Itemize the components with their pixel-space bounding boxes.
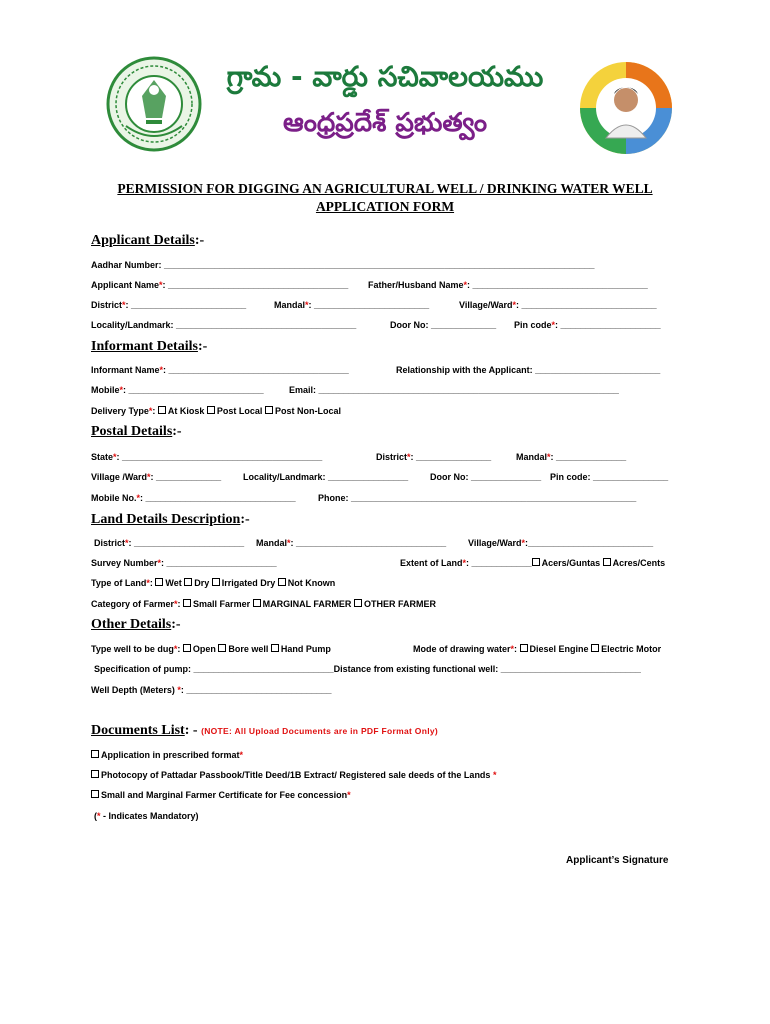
delivery-type-field: Delivery Type*: At Kiosk Post Local Post Non-Local	[91, 406, 341, 416]
postal-phone-field[interactable]: Phone: _________________________________________________________	[318, 493, 637, 503]
land-details-heading: Land Details Description:-	[91, 512, 250, 527]
doc-farmer-certificate-checkbox[interactable]: Small and Marginal Farmer Certificate for Fee concession*	[91, 789, 351, 801]
applicant-details-heading: Applicant Details:-	[91, 233, 205, 248]
ap-government-emblem	[106, 56, 202, 152]
extent-of-land-field: Extent of Land*: ____________ Acers/Guntas Acres/Cents	[400, 558, 666, 568]
small-farmer-checkbox[interactable]: Small Farmer	[183, 599, 250, 609]
applicant-door-field[interactable]: Door No: _____________	[390, 320, 497, 330]
applicant-district-field[interactable]: District*: _______________________	[91, 300, 247, 310]
postal-mandal-field[interactable]: Mandal*: ______________	[516, 452, 627, 462]
informant-details-heading: Informant Details:-	[91, 339, 208, 354]
pump-specification-field[interactable]: Specification of pump: ____________________________Distance from existing functional well: ____________________________	[94, 664, 641, 674]
informant-email-field[interactable]: Email: ____________________________________________________________	[289, 385, 619, 395]
diesel-engine-checkbox[interactable]: Diesel Engine	[520, 644, 589, 654]
postal-state-field[interactable]: State*: ________________________________________	[91, 452, 323, 462]
doc-application-checkbox[interactable]: Application in prescribed format*	[91, 749, 243, 761]
land-district-field[interactable]: District*: ______________________	[94, 538, 245, 548]
postal-details-heading: Postal Details:-	[91, 424, 182, 439]
documents-list-heading: Documents List: - (NOTE: All Upload Documents are in PDF Format Only)	[91, 723, 439, 738]
delivery-post-nonlocal-checkbox[interactable]: Post Non-Local	[265, 406, 341, 416]
informant-name-field[interactable]: Informant Name*: ____________________________________	[91, 365, 349, 375]
pdf-format-note: (NOTE: All Upload Documents are in PDF Format Only)	[201, 726, 439, 736]
navaratnalu-portrait-logo	[578, 60, 674, 156]
applicant-name-field[interactable]: Applicant Name*: ____________________________________	[91, 280, 349, 290]
header-title-telugu: గ్రామ - వార్డు సచివాలయము	[226, 60, 544, 93]
postal-door-field[interactable]: Door No: ______________	[430, 472, 542, 482]
informant-mobile-field[interactable]: Mobile*: ___________________________	[91, 385, 264, 395]
applicant-mandal-field[interactable]: Mandal*: _______________________	[274, 300, 430, 310]
postal-locality-field[interactable]: Locality/Landmark: ________________	[243, 472, 409, 482]
marginal-farmer-checkbox[interactable]: MARGINAL FARMER	[253, 599, 352, 609]
land-wet-checkbox[interactable]: Wet	[155, 578, 181, 588]
postal-mobile-field[interactable]: Mobile No.*: ______________________________	[91, 493, 296, 503]
form-title-line2: APPLICATION FORM	[315, 199, 455, 214]
land-mandal-field[interactable]: Mandal*: ______________________________	[256, 538, 447, 548]
well-depth-field[interactable]: Well Depth (Meters) *: _____________________________	[91, 685, 332, 695]
applicant-locality-field[interactable]: Locality/Landmark: ____________________________________	[91, 320, 357, 330]
other-farmer-checkbox[interactable]: OTHER FARMER	[354, 599, 436, 609]
extent-acres-cents-checkbox[interactable]: Acres/Cents	[603, 558, 666, 568]
applicant-signature-label: Applicant’s Signature	[566, 855, 669, 866]
aadhar-number-field[interactable]: Aadhar Number: ______________________________________________________________________________________	[91, 260, 595, 270]
postal-district-field[interactable]: District*: _______________	[376, 452, 492, 462]
mode-of-drawing-water-field: Mode of drawing water*: Diesel Engine Electric Motor	[413, 644, 662, 654]
electric-motor-checkbox[interactable]: Electric Motor	[591, 644, 661, 654]
land-irrigated-dry-checkbox[interactable]: Irrigated Dry	[212, 578, 276, 588]
doc-passbook-checkbox[interactable]: Photocopy of Pattadar Passbook/Title Deed/1B Extract/ Registered sale deeds of the Lands *	[91, 769, 496, 781]
father-husband-name-field[interactable]: Father/Husband Name*: ___________________________________	[368, 280, 648, 290]
type-of-land-field: Type of Land*: Wet Dry Irrigated Dry Not Known	[91, 578, 336, 588]
category-of-farmer-field: Category of Farmer*: Small Farmer MARGINAL FARMER OTHER FARMER	[91, 599, 436, 609]
land-dry-checkbox[interactable]: Dry	[184, 578, 209, 588]
postal-village-field[interactable]: Village /Ward*: _____________	[91, 472, 222, 482]
land-village-field[interactable]: Village/Ward*:_________________________	[468, 538, 654, 548]
relationship-field[interactable]: Relationship with the Applicant: _________________________	[396, 365, 661, 375]
land-not-known-checkbox[interactable]: Not Known	[278, 578, 336, 588]
mandatory-indicator-note: (* - Indicates Mandatory)	[94, 811, 199, 821]
postal-pincode-field[interactable]: Pin code: _______________	[550, 472, 669, 482]
other-details-heading: Other Details:-	[91, 617, 181, 632]
form-title-line1: PERMISSION FOR DIGGING AN AGRICULTURAL WELL / DRINKING WATER WELL	[117, 181, 653, 196]
delivery-post-local-checkbox[interactable]: Post Local	[207, 406, 263, 416]
well-type-field: Type well to be dug*: Open Bore well Hand Pump	[91, 644, 331, 654]
extent-acers-guntas-checkbox[interactable]: Acers/Guntas	[532, 558, 601, 568]
applicant-village-field[interactable]: Village/Ward*: ___________________________	[459, 300, 657, 310]
header-subtitle-telugu: ఆంధ్రప్రదేశ్ ప్రభుత్వం	[282, 108, 488, 138]
survey-number-field[interactable]: Survey Number*: ______________________	[91, 558, 277, 568]
well-bore-checkbox[interactable]: Bore well	[218, 644, 268, 654]
applicant-pincode-field[interactable]: Pin code*: ____________________	[514, 320, 661, 330]
well-hand-pump-checkbox[interactable]: Hand Pump	[271, 644, 331, 654]
delivery-at-kiosk-checkbox[interactable]: At Kiosk	[158, 406, 205, 416]
well-open-checkbox[interactable]: Open	[183, 644, 216, 654]
